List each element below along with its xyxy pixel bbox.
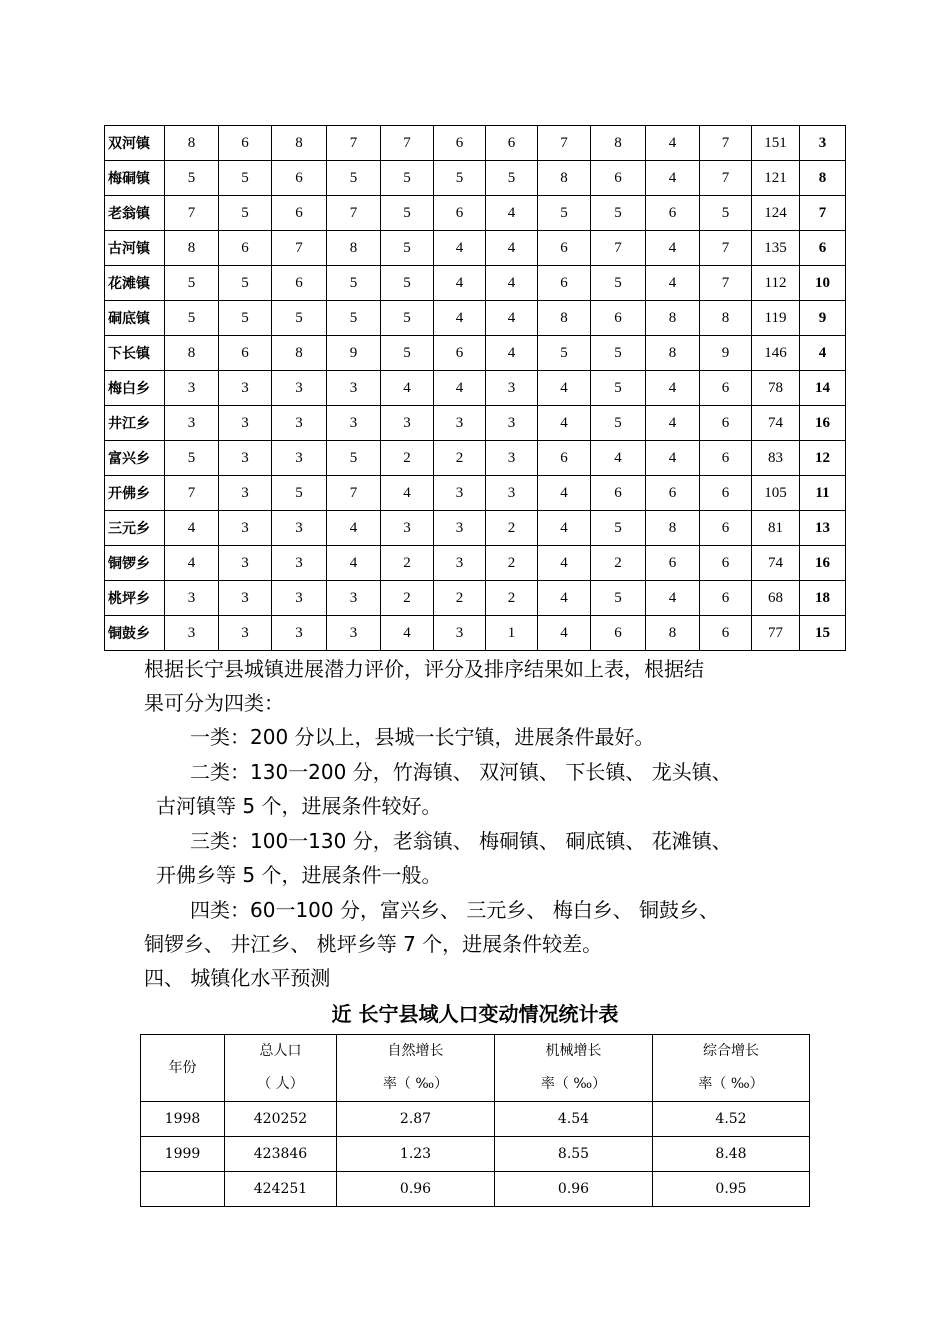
score-cell: 3 [219, 546, 272, 581]
total-score-cell: 83 [752, 441, 800, 476]
score-cell: 6 [591, 616, 646, 651]
score-cell: 3 [434, 476, 486, 511]
rank-cell: 11 [800, 476, 846, 511]
score-cell: 8 [165, 336, 219, 371]
table-row [141, 1137, 810, 1172]
score-cell: 4 [434, 266, 486, 301]
score-cell: 6 [700, 441, 752, 476]
header-natural-growth: 自然增长 率（ ‰） [337, 1035, 495, 1102]
total-score-cell: 78 [752, 371, 800, 406]
town-name-cell: 铜锣乡 [105, 546, 165, 581]
town-name-cell: 下长镇 [105, 336, 165, 371]
town-name-cell: 老翁镇 [105, 196, 165, 231]
score-cell: 5 [381, 231, 434, 266]
rank-cell: 14 [800, 371, 846, 406]
score-cell: 5 [165, 301, 219, 336]
score-cell: 3 [381, 511, 434, 546]
town-name-cell: 花滩镇 [105, 266, 165, 301]
score-cell: 7 [700, 231, 752, 266]
score-cell: 5 [381, 266, 434, 301]
cell-total: 420252 [225, 1102, 337, 1137]
score-cell: 4 [646, 266, 700, 301]
score-cell: 2 [434, 581, 486, 616]
score-cell: 7 [591, 231, 646, 266]
table-row [141, 1102, 810, 1137]
score-cell: 3 [219, 371, 272, 406]
score-cell: 3 [219, 406, 272, 441]
score-cell: 4 [646, 126, 700, 161]
cell-composite: 0.95 [653, 1172, 810, 1207]
cell-composite: 8.48 [653, 1137, 810, 1172]
rank-cell: 16 [800, 406, 846, 441]
score-cell: 3 [486, 371, 538, 406]
score-cell: 7 [538, 126, 591, 161]
score-cell: 5 [434, 161, 486, 196]
rank-cell: 12 [800, 441, 846, 476]
score-cell: 6 [700, 371, 752, 406]
score-cell: 6 [272, 266, 327, 301]
score-cell: 3 [272, 511, 327, 546]
score-cell: 5 [381, 301, 434, 336]
score-cell: 8 [272, 336, 327, 371]
score-cell: 4 [538, 581, 591, 616]
table-row [141, 1172, 810, 1207]
score-cell: 3 [272, 441, 327, 476]
score-cell: 4 [165, 546, 219, 581]
table-row [105, 371, 846, 406]
score-cell: 6 [700, 406, 752, 441]
score-cell: 3 [381, 406, 434, 441]
cell-mechanical: 4.54 [495, 1102, 653, 1137]
header-mechanical-growth: 机械增长 率（ ‰） [495, 1035, 653, 1102]
score-cell: 3 [272, 406, 327, 441]
score-cell: 6 [434, 126, 486, 161]
score-cell: 5 [538, 336, 591, 371]
score-cell: 7 [165, 476, 219, 511]
score-cell: 6 [219, 231, 272, 266]
score-cell: 5 [700, 196, 752, 231]
score-cell: 4 [327, 511, 381, 546]
score-cell: 3 [219, 581, 272, 616]
score-cell: 8 [272, 126, 327, 161]
town-name-cell: 梅白乡 [105, 371, 165, 406]
town-name-cell: 富兴乡 [105, 441, 165, 476]
cell-natural: 1.23 [337, 1137, 495, 1172]
score-cell: 5 [591, 371, 646, 406]
intro-paragraph-line-1: 根据长宁县城镇进展潜力评价，评分及排序结果如上表，根据结 [144, 657, 704, 681]
score-cell: 5 [327, 441, 381, 476]
rank-cell: 16 [800, 546, 846, 581]
total-score-cell: 119 [752, 301, 800, 336]
table-row [105, 581, 846, 616]
cell-total: 424251 [225, 1172, 337, 1207]
table-row [105, 546, 846, 581]
score-cell: 8 [646, 511, 700, 546]
score-cell: 3 [486, 441, 538, 476]
score-cell: 7 [272, 231, 327, 266]
table-row [105, 266, 846, 301]
total-score-cell: 151 [752, 126, 800, 161]
score-cell: 6 [434, 196, 486, 231]
score-cell: 5 [381, 161, 434, 196]
score-cell: 4 [646, 406, 700, 441]
category-4-line-2: 铜锣乡、 井江乡、 桃坪乡等 7 个，进展条件较差。 [144, 932, 603, 956]
score-cell: 4 [381, 476, 434, 511]
score-cell: 3 [219, 616, 272, 651]
population-table [140, 1034, 810, 1207]
score-cell: 5 [219, 161, 272, 196]
total-score-cell: 124 [752, 196, 800, 231]
score-cell: 3 [434, 406, 486, 441]
score-cell: 8 [165, 231, 219, 266]
score-cell: 4 [538, 371, 591, 406]
total-score-cell: 77 [752, 616, 800, 651]
cell-total: 423846 [225, 1137, 337, 1172]
score-cell: 5 [591, 406, 646, 441]
score-cell: 3 [165, 581, 219, 616]
rank-cell: 15 [800, 616, 846, 651]
score-cell: 5 [381, 336, 434, 371]
score-cell: 3 [272, 581, 327, 616]
cell-mechanical: 8.55 [495, 1137, 653, 1172]
score-cell: 3 [219, 441, 272, 476]
total-score-cell: 74 [752, 406, 800, 441]
town-name-cell: 三元乡 [105, 511, 165, 546]
section-4-heading: 四、 城镇化水平预测 [144, 966, 331, 990]
rank-cell: 4 [800, 336, 846, 371]
score-cell: 4 [591, 441, 646, 476]
table-row [105, 441, 846, 476]
rank-cell: 18 [800, 581, 846, 616]
town-name-cell: 双河镇 [105, 126, 165, 161]
score-cell: 6 [272, 161, 327, 196]
town-name-cell: 铜鼓乡 [105, 616, 165, 651]
score-cell: 7 [700, 126, 752, 161]
score-cell: 5 [486, 161, 538, 196]
score-cell: 2 [486, 581, 538, 616]
score-cell: 4 [434, 371, 486, 406]
cell-natural: 2.87 [337, 1102, 495, 1137]
score-cell: 8 [646, 301, 700, 336]
score-cell: 7 [165, 196, 219, 231]
score-cell: 6 [646, 196, 700, 231]
score-cell: 2 [434, 441, 486, 476]
score-cell: 8 [591, 126, 646, 161]
score-cell: 5 [327, 161, 381, 196]
score-cell: 3 [219, 511, 272, 546]
score-cell: 8 [700, 301, 752, 336]
cell-year: 1998 [141, 1102, 225, 1137]
score-cell: 6 [538, 441, 591, 476]
score-cell: 6 [219, 336, 272, 371]
score-cell: 4 [646, 441, 700, 476]
score-cell: 6 [591, 476, 646, 511]
score-cell: 3 [327, 616, 381, 651]
header-composite-growth: 综合增长 率（ ‰） [653, 1035, 810, 1102]
score-cell: 4 [165, 511, 219, 546]
cell-year: 1999 [141, 1137, 225, 1172]
score-cell: 5 [591, 511, 646, 546]
rank-cell: 10 [800, 266, 846, 301]
score-cell: 4 [538, 511, 591, 546]
score-cell: 4 [646, 581, 700, 616]
score-cell: 4 [538, 546, 591, 581]
rank-cell: 3 [800, 126, 846, 161]
score-cell: 6 [700, 546, 752, 581]
score-cell: 4 [646, 161, 700, 196]
score-cell: 5 [327, 266, 381, 301]
score-cell: 4 [434, 231, 486, 266]
total-score-cell: 112 [752, 266, 800, 301]
score-cell: 2 [381, 546, 434, 581]
town-name-cell: 古河镇 [105, 231, 165, 266]
score-cell: 3 [272, 616, 327, 651]
cell-mechanical: 0.96 [495, 1172, 653, 1207]
score-cell: 4 [486, 336, 538, 371]
score-cell: 4 [381, 371, 434, 406]
category-1-text: 一类：200 分以上，县城一长宁镇，进展条件最好。 [190, 725, 655, 749]
score-cell: 4 [538, 616, 591, 651]
score-cell: 6 [272, 196, 327, 231]
score-cell: 9 [700, 336, 752, 371]
score-cell: 3 [165, 371, 219, 406]
score-cell: 7 [700, 266, 752, 301]
table-row [105, 511, 846, 546]
score-cell: 5 [165, 441, 219, 476]
score-cell: 4 [486, 301, 538, 336]
table-row [105, 196, 846, 231]
score-cell: 6 [538, 266, 591, 301]
table-row [105, 476, 846, 511]
town-name-cell: 井江乡 [105, 406, 165, 441]
rank-cell: 9 [800, 301, 846, 336]
score-cell: 3 [434, 616, 486, 651]
score-cell: 5 [591, 266, 646, 301]
score-cell: 3 [272, 546, 327, 581]
score-cell: 9 [327, 336, 381, 371]
score-cell: 8 [327, 231, 381, 266]
score-cell: 6 [700, 476, 752, 511]
town-name-cell: 梅硐镇 [105, 161, 165, 196]
score-cell: 5 [327, 301, 381, 336]
category-4-line-1: 四类：60一100 分，富兴乡、 三元乡、 梅白乡、 铜鼓乡、 [190, 898, 720, 922]
rank-cell: 13 [800, 511, 846, 546]
total-score-cell: 81 [752, 511, 800, 546]
score-cell: 4 [434, 301, 486, 336]
total-score-cell: 105 [752, 476, 800, 511]
score-cell: 3 [219, 476, 272, 511]
score-cell: 3 [327, 371, 381, 406]
score-cell: 5 [219, 196, 272, 231]
score-cell: 8 [538, 161, 591, 196]
score-cell: 4 [646, 231, 700, 266]
category-3-line-2: 开佛乡等 5 个，进展条件一般。 [156, 863, 442, 887]
score-cell: 3 [486, 476, 538, 511]
score-cell: 6 [700, 616, 752, 651]
score-cell: 7 [700, 161, 752, 196]
score-cell: 3 [272, 371, 327, 406]
table-row [105, 616, 846, 651]
score-cell: 5 [272, 301, 327, 336]
score-cell: 8 [646, 616, 700, 651]
score-cell: 5 [165, 161, 219, 196]
category-2-line-1: 二类：130一200 分，竹海镇、 双河镇、 下长镇、 龙头镇、 [190, 760, 732, 784]
table-row [105, 231, 846, 266]
score-cell: 2 [486, 511, 538, 546]
score-cell: 4 [486, 231, 538, 266]
score-cell: 5 [538, 196, 591, 231]
score-cell: 5 [219, 266, 272, 301]
score-cell: 6 [700, 511, 752, 546]
cell-composite: 4.52 [653, 1102, 810, 1137]
table-row [105, 126, 846, 161]
score-cell: 6 [700, 581, 752, 616]
score-cell: 4 [381, 616, 434, 651]
intro-paragraph-line-2: 果可分为四类： [144, 691, 284, 715]
total-score-cell: 146 [752, 336, 800, 371]
score-cell: 3 [165, 616, 219, 651]
rank-cell: 7 [800, 196, 846, 231]
score-cell: 3 [165, 406, 219, 441]
table-row [105, 161, 846, 196]
score-cell: 6 [591, 301, 646, 336]
rank-cell: 6 [800, 231, 846, 266]
score-cell: 2 [591, 546, 646, 581]
score-cell: 3 [486, 406, 538, 441]
table-row [105, 301, 846, 336]
score-cell: 6 [434, 336, 486, 371]
total-score-cell: 135 [752, 231, 800, 266]
total-score-cell: 121 [752, 161, 800, 196]
population-table-header [141, 1035, 810, 1102]
score-cell: 5 [165, 266, 219, 301]
total-score-cell: 74 [752, 546, 800, 581]
score-cell: 8 [538, 301, 591, 336]
score-cell: 8 [165, 126, 219, 161]
score-cell: 3 [327, 406, 381, 441]
cell-natural: 0.96 [337, 1172, 495, 1207]
score-cell: 2 [381, 581, 434, 616]
score-cell: 7 [381, 126, 434, 161]
population-table-title: 近 长宁县域人口变动情况统计表 [331, 1002, 619, 1026]
header-total-population: 总人口 （ 人） [225, 1035, 337, 1102]
score-cell: 3 [327, 581, 381, 616]
town-name-cell: 桃坪乡 [105, 581, 165, 616]
cell-year [141, 1172, 225, 1207]
score-cell: 4 [486, 196, 538, 231]
score-cell: 5 [591, 581, 646, 616]
score-cell: 3 [434, 546, 486, 581]
score-cell: 4 [486, 266, 538, 301]
score-cell: 6 [591, 161, 646, 196]
score-cell: 7 [327, 126, 381, 161]
score-cell: 6 [646, 546, 700, 581]
score-cell: 5 [591, 336, 646, 371]
table-row [105, 406, 846, 441]
category-2-line-2: 古河镇等 5 个，进展条件较好。 [156, 794, 442, 818]
score-cell: 5 [219, 301, 272, 336]
score-cell: 3 [434, 511, 486, 546]
score-cell: 1 [486, 616, 538, 651]
score-cell: 8 [646, 336, 700, 371]
score-cell: 4 [327, 546, 381, 581]
total-score-cell: 68 [752, 581, 800, 616]
header-year: 年份 [141, 1035, 225, 1102]
score-cell: 4 [538, 406, 591, 441]
category-3-line-1: 三类：100一130 分，老翁镇、 梅硐镇、 硐底镇、 花滩镇、 [190, 829, 732, 853]
town-name-cell: 硐底镇 [105, 301, 165, 336]
table-row [105, 336, 846, 371]
score-cell: 6 [486, 126, 538, 161]
town-score-table [104, 125, 846, 651]
score-cell: 2 [486, 546, 538, 581]
score-cell: 4 [646, 371, 700, 406]
score-cell: 6 [646, 476, 700, 511]
score-cell: 2 [381, 441, 434, 476]
town-name-cell: 开佛乡 [105, 476, 165, 511]
score-cell: 7 [327, 476, 381, 511]
score-cell: 7 [327, 196, 381, 231]
score-cell: 5 [381, 196, 434, 231]
score-cell: 4 [538, 476, 591, 511]
score-cell: 5 [272, 476, 327, 511]
rank-cell: 8 [800, 161, 846, 196]
score-cell: 6 [219, 126, 272, 161]
score-cell: 5 [591, 196, 646, 231]
score-cell: 6 [538, 231, 591, 266]
